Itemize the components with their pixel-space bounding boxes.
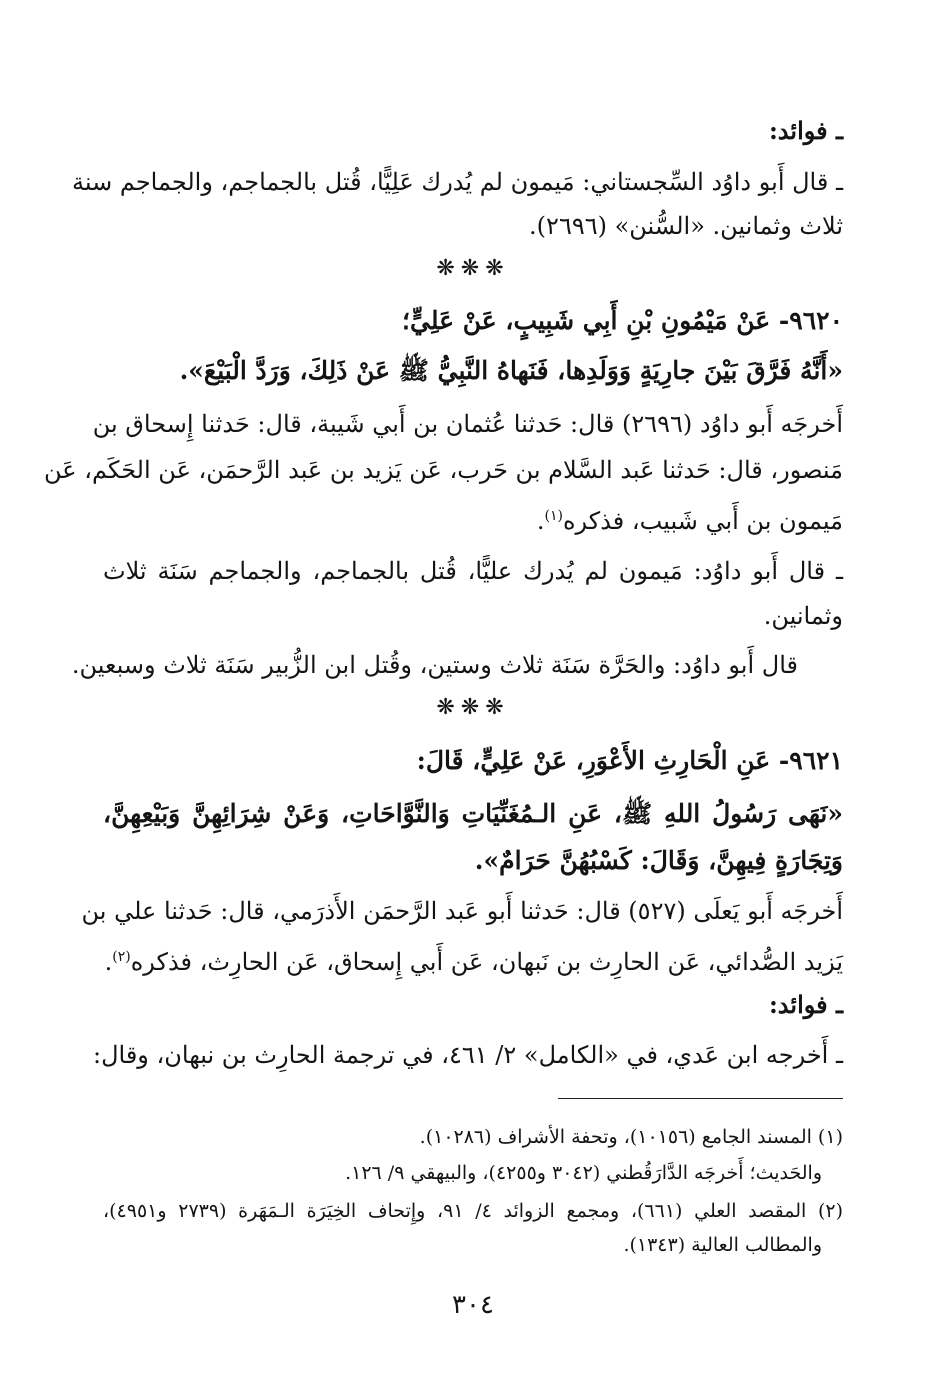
footnote-1-continued: والحَديث؛ أَخرجَه الدَّارَقُطني (٣٠٤٢ و٤٢٥٥)، والبيهقي ٩/ ١٢٦. (345, 1162, 822, 1184)
note-line: ـ قال أَبو داوُد السِّجستاني: مَيمون لم يُدرك عَلِيًّا، قُتل بالجماجم، والجماجم سنة (72, 168, 843, 196)
takhrij-line: يَزيد الصُّدائي، عَن الحارِث بن نَبهان، عَن أَبي إِسحاق، عَن الحارِث، فذكره$^{(٢)}$. (104, 948, 843, 976)
section-divider: ❋❋❋ (436, 695, 510, 720)
footnote-2: (٢) المقصد العلي (٦٦١)، ومجمع الزوائد ٤/ ٩١، وإِتحاف الخِيَرَة الـمَهَرة (٢٧٣٩ و٤٩٥١)، (103, 1200, 843, 1222)
hadith-matn-9621: وَتِجَارَةٍ فِيهِنَّ، وَقَالَ: كَسْبُهُنَّ حَرَامٌ». (474, 846, 843, 875)
takhrij-line: مَنصور، قال: حَدثنا عَبد السَّلام بن حَرب، عَن يَزيد بن عَبد الرَّحمَن، عَن الحَكَم، عَن (44, 456, 843, 484)
footnote-ref-1: (١) (544, 508, 563, 524)
note-line: ـ قال أَبو داوُد: مَيمون لم يُدرك عليًّا، قُتل بالجماجم، والجماجم سَنَة ثلاث (103, 557, 843, 585)
hadith-heading-9620: ٩٦٢٠- عَنْ مَيْمُونِ بْنِ أَبِي شَبِيبٍ، عَنْ عَلِيٍّ؛ (402, 306, 843, 335)
footnote-ref-2: (٢) (112, 949, 131, 965)
hadith-heading-9621: ٩٦٢١- عَنِ الْحَارِثِ الأَعْوَرِ، عَنْ عَلِيٍّ، قَالَ: (416, 746, 843, 775)
takhrij-line: مَيمون بن أَبي شَبيب، فذكره$^{(١)}$. (536, 507, 843, 535)
note-line: ثلاث وثمانين. «السُّنن» (٢٦٩٦). (529, 212, 843, 240)
hadith-matn-9620: «أَنَّهُ فَرَّقَ بَيْنَ جارِيَةٍ وَوَلَدِها، فَنَهاهُ النَّبِيُّ ﷺ عَنْ ذَلِكَ، وَرَدَّ الْبَيْعَ». (179, 356, 843, 385)
takhrij-text: مَيمون بن أَبي شَبيب، فذكره (562, 507, 843, 535)
note-line: وثمانين. (763, 602, 843, 630)
takhrij-line: أَخرجَه أَبو يَعلَى (٥٢٧) قال: حَدثنا أَبو عَبد الرَّحمَن الأَذرَمي، قال: حَدثنا علي بن (81, 897, 843, 925)
footnote-2-continued: والمطالب العالية (١٣٤٣). (623, 1234, 822, 1256)
footnote-separator (558, 1098, 843, 1099)
section-divider: ❋❋❋ (436, 256, 510, 281)
page-number: ٣٠٤ (452, 1290, 494, 1320)
note-line: قال أَبو داوُد: والحَرَّة سَنَة ثلاث وستين، وقُتل ابن الزُّبير سَنَة ثلاث وسبعين. (71, 651, 798, 679)
takhrij-line: أَخرجَه أَبو داوُد (٢٦٩٦) قال: حَدثنا عُثمان بن أَبي شَيبة، قال: حَدثنا إِسحاق بن (92, 410, 843, 438)
hadith-matn-9621: «نَهَى رَسُولُ اللهِ ﷺ، عَنِ الـمُغَنِّيَاتِ وَالنَّوَّاحَاتِ، وَعَنْ شِرَائِهِنَّ وَبَيْعِهِنَّ، (103, 799, 843, 828)
section-heading-fawaid: ـ فوائد: (768, 990, 843, 1019)
takhrij-text: يَزيد الصُّدائي، عَن الحارِث بن نَبهان، عَن أَبي إِسحاق، عَن الحارِث، فذكره (130, 948, 843, 976)
footnote-1: (١) المسند الجامع (١٠١٥٦)، وتحفة الأشراف (١٠٢٨٦). (419, 1126, 843, 1148)
note-line: ـ أَخرجه ابن عَدي، في «الكامل» ٢/ ٤٦١، في ترجمة الحارِث بن نبهان، وقال: (92, 1041, 843, 1069)
section-heading-fawaid: ـ فوائد: (768, 116, 843, 145)
